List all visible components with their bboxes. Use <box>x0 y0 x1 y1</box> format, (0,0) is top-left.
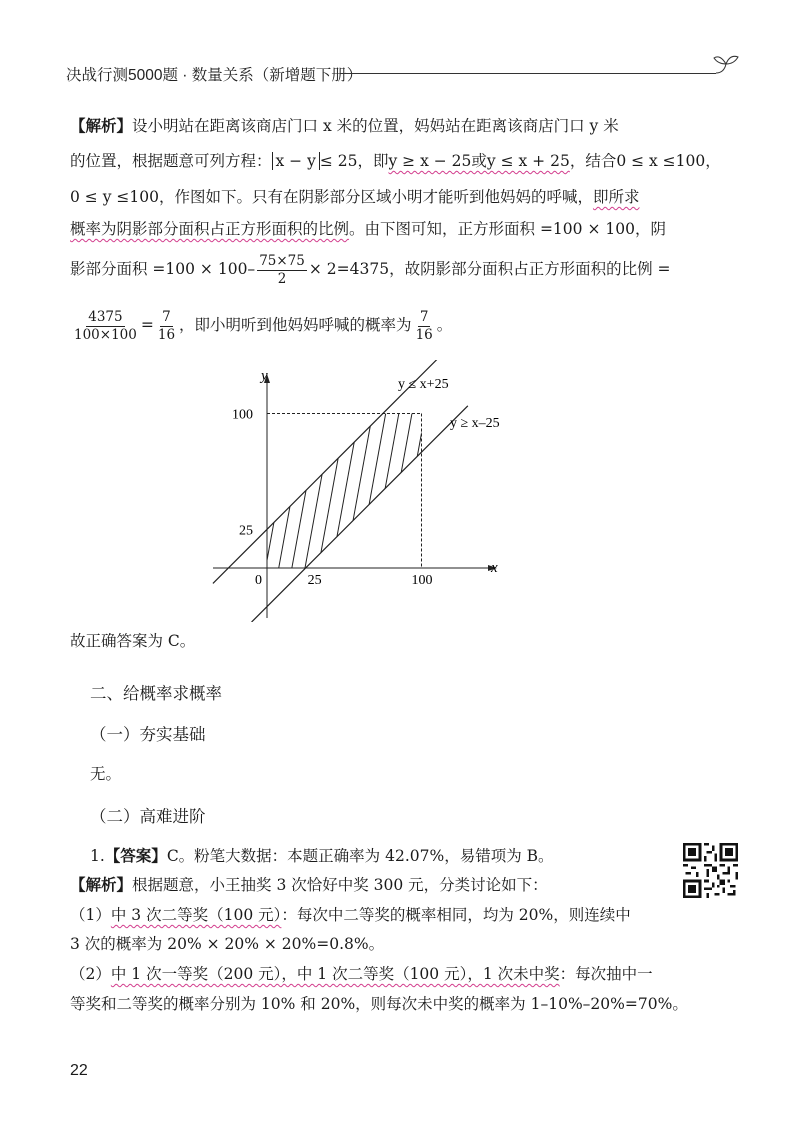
explanation-text: × 2=4375，故阴影部分面积占正方形面积的比例 = <box>308 260 671 278</box>
underlined-phrase: 概率为阴影部分面积占正方形面积的比例 <box>70 220 350 238</box>
answer-text: C。粉笔大数据：本题正确率为 42.07%，易错项为 B。 <box>166 847 554 865</box>
hatch-line <box>383 409 413 574</box>
hatch-line <box>449 409 479 574</box>
explanation-tag: 【解析】 <box>70 877 133 894</box>
q1-case-1-line <box>70 905 631 925</box>
q1-explanation-line <box>70 875 548 896</box>
underlined-phrase: 即所求 <box>592 188 640 206</box>
case-number: （2） <box>70 965 111 983</box>
case-text: ：每次抽中一 <box>559 965 653 983</box>
explanation-text: 设小明站在距离该商店门口 x 米的位置，妈妈站在距离该商店门口 y 米 <box>132 117 619 135</box>
hatch-line <box>330 409 360 574</box>
explanation-line-5 <box>70 252 671 288</box>
q1-case-2-cont: 等奖和二等奖的概率分别为 10% 和 20%，则每次未中奖的概率为 1–10%–20%=70%。 <box>70 995 688 1013</box>
tick-origin: 0 <box>255 573 262 588</box>
hatch-line <box>370 409 400 574</box>
explanation-text: 的位置，根据题意可列方程： <box>70 152 272 170</box>
answer-line: 故正确答案为 C。 <box>70 632 196 650</box>
explanation-line-2 <box>70 151 721 171</box>
explanation-line-1 <box>70 116 619 137</box>
page-number: 22 <box>70 1062 88 1079</box>
abs-value-expr: x − y <box>272 152 320 170</box>
explanation-tag: 【解析】 <box>70 118 133 135</box>
tick-x-25: 25 <box>307 573 322 588</box>
explanation-text: 0 ≤ y ≤100，作图如下。只有在阴影部分区域小明才能听到他妈妈的呼喊， <box>70 188 593 206</box>
hatch-line <box>304 409 334 574</box>
hatch-line <box>475 409 505 574</box>
q1-case-2-line <box>70 964 653 984</box>
underlined-case: 中 3 次二等奖（100 元） <box>110 906 282 924</box>
fraction: $\frac{4375}{100\times 100}$ <box>74 308 137 343</box>
q1-answer-line <box>90 846 554 867</box>
tick-y-100: 100 <box>232 407 253 423</box>
explanation-line-3 <box>70 187 639 207</box>
answer-tag: 【答案】 <box>104 848 167 865</box>
hatch-line <box>265 409 295 574</box>
explanation-line-4 <box>70 219 666 239</box>
question-number: 1. <box>90 847 105 865</box>
explanation-text: ，结合0 ≤ x ≤100， <box>569 152 721 170</box>
underlined-case: 中 1 次一等奖（200 元），中 1 次二等奖（100 元），1 次未中奖 <box>110 965 560 983</box>
tick-y-25: 25 <box>239 523 253 539</box>
tick-x-100: 100 <box>411 573 433 588</box>
line-y-ge-x-minus-25 <box>252 406 468 622</box>
hatch-line <box>278 409 308 574</box>
case-text: ：每次中二等奖的概率相同，均为 20%，则连续中 <box>281 906 631 924</box>
explanation-text: 。由下图可知，正方形面积 =100 × 100，阴 <box>349 220 666 238</box>
q1-case-1-cont: 3 次的概率为 20% × 20% × 20%=0.8%。 <box>70 935 385 953</box>
x-axis-label: x <box>491 560 498 576</box>
underlined-inequality: y ≥ x − 25或y ≤ x + 25 <box>388 152 570 170</box>
fraction: $\frac{7}{16}$ <box>415 308 433 343</box>
subsection-heading-basic: （一）夯实基础 <box>90 726 206 744</box>
label-upper-line: y ≤ x+25 <box>398 377 449 392</box>
sprout-icon <box>710 52 742 78</box>
line-y-le-x-plus-25 <box>213 360 460 583</box>
hatch-line <box>409 409 439 574</box>
explanation-text: 影部分面积 =100 × 100– <box>70 260 256 278</box>
fraction: $\frac{75\times 75}{2}$ <box>259 252 305 287</box>
y-axis-label: y <box>261 368 268 384</box>
section-heading-2: 二、给概率求概率 <box>90 685 222 703</box>
explanation-text: ≤ 25，即 <box>319 152 389 170</box>
qr-code[interactable] <box>683 843 738 898</box>
explanation-text: 根据题意，小王抽奖 3 次恰好中奖 300 元，分类讨论如下： <box>132 876 548 894</box>
hatch-line <box>422 409 452 574</box>
probability-region-diagram <box>205 360 525 622</box>
label-lower-line: y ≥ x–25 <box>450 416 500 431</box>
explanation-line-6 <box>70 308 452 344</box>
case-number: （1） <box>70 906 111 924</box>
running-header-title: 决战行测5000题 · 数量关系（新增题下册） <box>66 67 363 84</box>
header-rule <box>340 73 716 74</box>
equals-sign: = <box>140 316 154 334</box>
hatch-line <box>462 409 492 574</box>
hatch-line <box>317 409 347 574</box>
fraction: $\frac{7}{16}$ <box>157 308 176 343</box>
hatch-line <box>343 409 373 574</box>
subsection-basic-text: 无。 <box>90 765 122 783</box>
subsection-heading-advanced: （二）高难进阶 <box>90 808 206 826</box>
shaded-region <box>252 409 505 574</box>
explanation-text: 。 <box>436 316 453 334</box>
explanation-text: ，即小明听到他妈妈呼喊的概率为 <box>179 316 412 334</box>
